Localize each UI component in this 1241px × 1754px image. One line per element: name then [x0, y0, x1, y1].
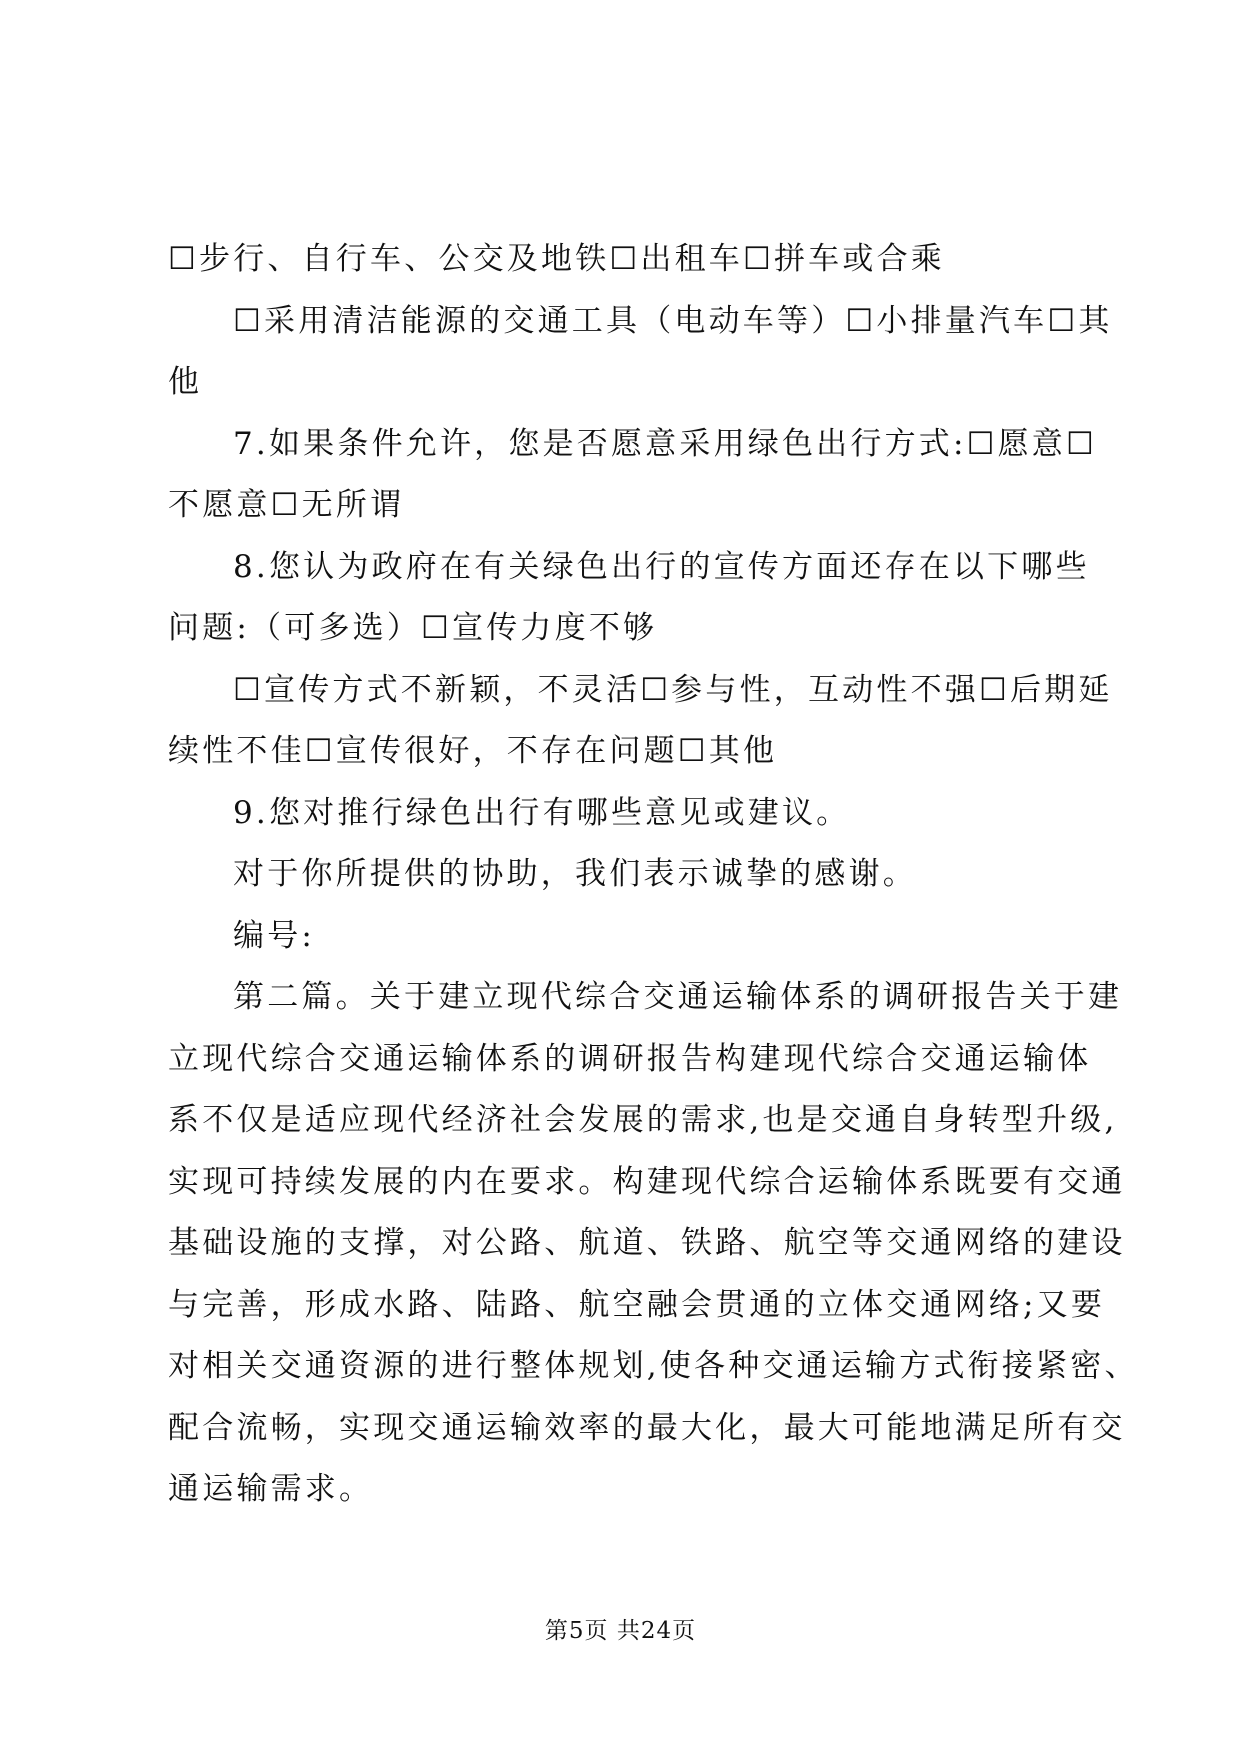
- text-line-14: 立现代综合交通运输体系的调研报告构建现代综合交通运输体: [168, 1041, 1092, 1077]
- text-line-19: 对相关交通资源的进行整体规划,使各种交通运输方式衔接紧密、: [168, 1348, 1139, 1384]
- text-line-12: 编号:: [233, 918, 316, 954]
- text-line-8: ☐宣传方式不新颖，不灵活☐参与性，互动性不强☐后期延: [233, 672, 1113, 708]
- text-line-15: 系不仅是适应现代经济社会发展的需求,也是交通自身转型升级,: [168, 1102, 1118, 1138]
- text-line-5: 不愿意☐无所谓: [168, 487, 405, 523]
- text-line-9: 续性不佳☐宣传很好，不存在问题☐其他: [168, 733, 778, 769]
- text-line-2: ☐采用清洁能源的交通工具（电动车等）☐小排量汽车☐其: [233, 303, 1113, 339]
- text-line-21: 通运输需求。: [168, 1471, 374, 1507]
- text-line-10: 9.您对推行绿色出行有哪些意见或建议。: [233, 795, 851, 831]
- text-line-1: ☐步行、自行车、公交及地铁☐出租车☐拼车或合乘: [168, 241, 945, 277]
- text-line-17: 基础设施的支撑，对公路、航道、铁路、航空等交通网络的建设: [168, 1225, 1126, 1261]
- text-line-6: 8.您认为政府在有关绿色出行的宣传方面还存在以下哪些: [233, 549, 1090, 585]
- page-footer: 第5页 共24页: [544, 1618, 697, 1644]
- text-line-13: 第二篇。关于建立现代综合交通运输体系的调研报告关于建: [233, 979, 1123, 1015]
- text-line-4: 7.如果条件允许，您是否愿意采用绿色出行方式:☐愿意☐: [233, 426, 1098, 462]
- text-line-3: 他: [168, 364, 203, 400]
- text-line-7: 问题:（可多选）☐宣传力度不够: [168, 610, 658, 646]
- text-line-16: 实现可持续发展的内在要求。构建现代综合运输体系既要有交通: [168, 1164, 1126, 1200]
- text-line-18: 与完善，形成水路、陆路、航空融会贯通的立体交通网络;又要: [168, 1287, 1106, 1323]
- text-line-20: 配合流畅，实现交通运输效率的最大化，最大可能地满足所有交: [168, 1410, 1126, 1446]
- text-line-11: 对于你所提供的协助，我们表示诚挚的感谢。: [233, 856, 917, 892]
